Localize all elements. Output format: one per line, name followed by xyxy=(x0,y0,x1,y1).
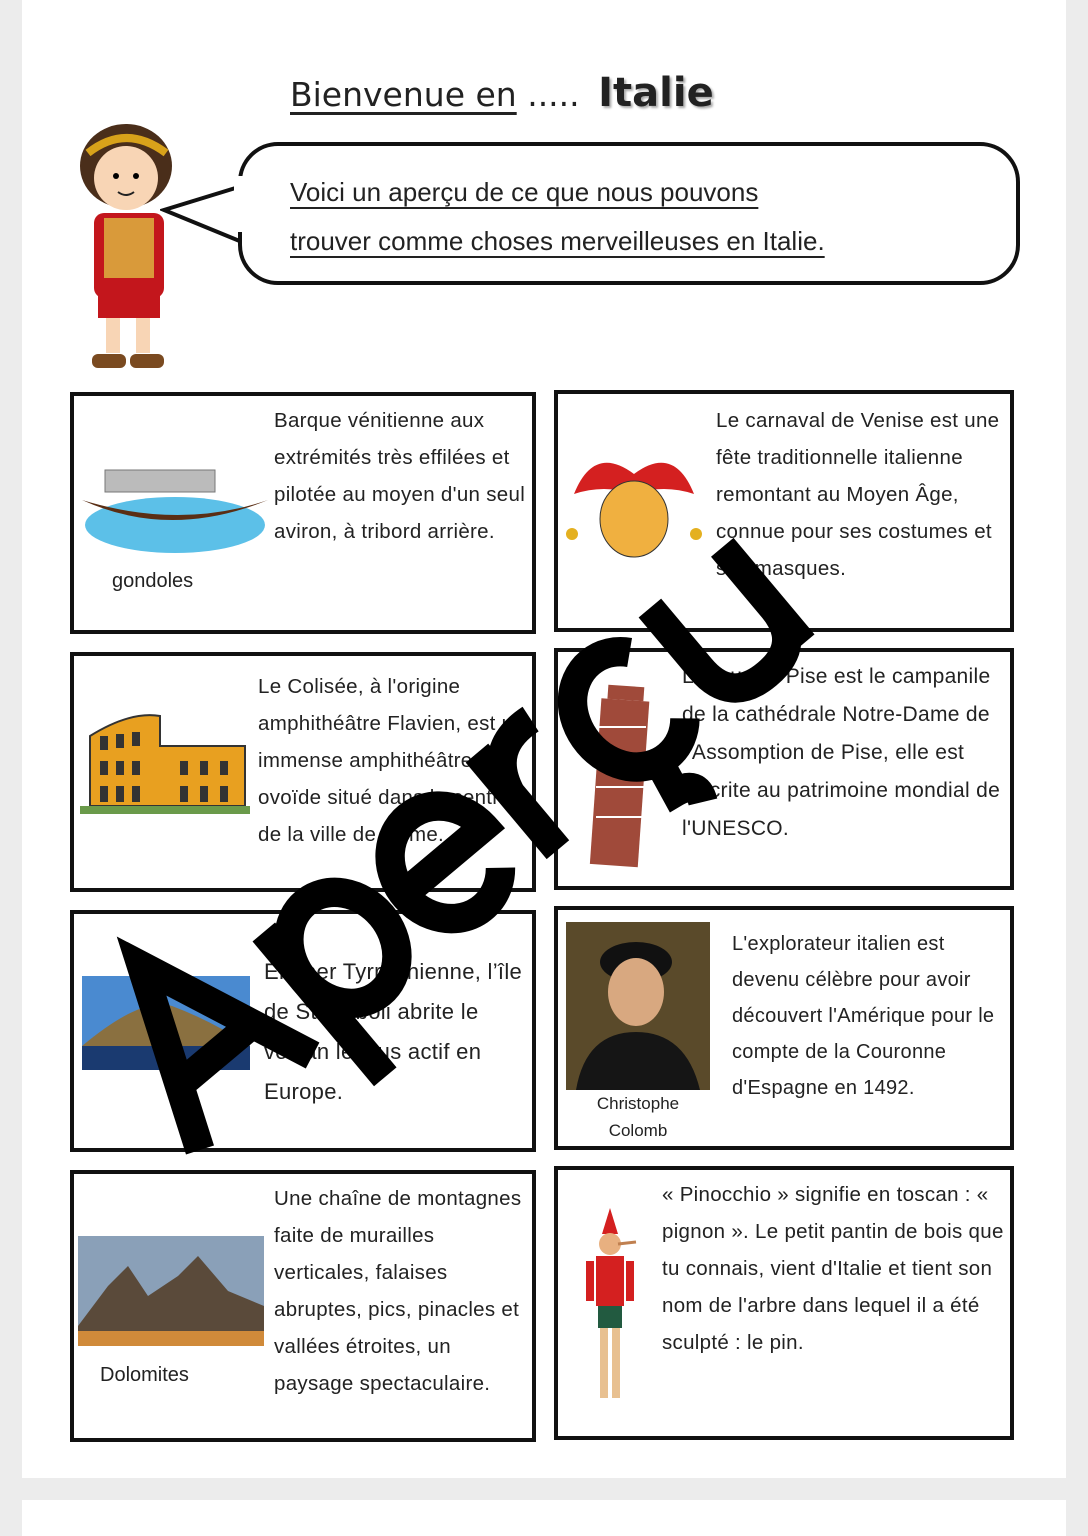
bubble-line-1: Voici un aperçu de ce que nous pouvons xyxy=(290,177,759,207)
pisa-tower-image xyxy=(588,682,658,872)
gondola-image xyxy=(80,460,270,555)
card-gondola xyxy=(70,392,536,634)
card-stromboli xyxy=(70,910,536,1152)
card-pinocchio xyxy=(554,1166,1014,1440)
bubble-line-2: trouver comme choses merveilleuses en Italie. xyxy=(290,226,825,256)
title-country: Italie xyxy=(598,70,714,116)
columbus-portrait-image xyxy=(566,922,710,1090)
card-columbus xyxy=(554,906,1014,1150)
colosseum-image xyxy=(80,706,250,818)
card-pisa-tower xyxy=(554,648,1014,890)
next-page xyxy=(22,1500,1066,1536)
card-carnival xyxy=(554,390,1014,632)
speech-bubble-text xyxy=(290,168,1010,266)
card-text: La tour de Pise est le campanile de la cathédrale Notre-Dame de l’Assomption de Pise, elle est inscrite au patrimoine mondial de l'UNESCO. xyxy=(682,665,1001,840)
card-text: Barque vénitienne aux extrémités très effilées et pilotée au moyen d'un seul aviron, à tribord arrière. xyxy=(274,409,526,543)
card-caption: Christophe Colomb xyxy=(596,1094,680,1140)
speech-pointer-joint xyxy=(234,176,246,232)
dolomites-image xyxy=(78,1236,264,1346)
card-text: Le Colisée, à l'origine amphithéâtre Flavien, est un immense amphithéâtre ovoïde situé dans le centre de la ville de Rome. xyxy=(258,675,526,846)
title-prefix: Bienvenue en xyxy=(290,75,517,114)
card-colosseum xyxy=(70,652,536,892)
card-text: L'explorateur italien est devenu célèbre pour avoir découvert l'Amérique pour le compte de la Couronne d'Espagne en 1492. xyxy=(732,933,995,1099)
card-text: Une chaîne de montagnes faite de murailles verticales, falaises abruptes, pics, pinacles et vallées étroites, un paysage spectaculaire. xyxy=(274,1187,522,1395)
card-caption: Dolomites xyxy=(100,1364,189,1386)
page-title xyxy=(290,70,714,116)
card-text: Le carnaval de Venise est une fête traditionnelle italienne remontant au Moyen Âge, connue pour ses costumes et ses masques. xyxy=(716,409,1000,580)
card-caption: gondoles xyxy=(112,570,194,592)
card-text: « Pinocchio » signifie en toscan : « pignon ». Le petit pantin de bois que tu connais, vient d'Italie et tient son nom de l'arbre dans lequel il a été sculpté : le pin. xyxy=(662,1183,1004,1354)
carnival-mask-image xyxy=(564,444,704,564)
pinocchio-image xyxy=(572,1206,642,1416)
title-dots: ..... xyxy=(527,75,580,114)
stromboli-image xyxy=(82,976,250,1070)
card-text: En mer Tyrrhénienne, l’île de Stromboli abrite le volcan le plus actif en Europe. xyxy=(264,959,523,1104)
card-dolomites xyxy=(70,1170,536,1442)
